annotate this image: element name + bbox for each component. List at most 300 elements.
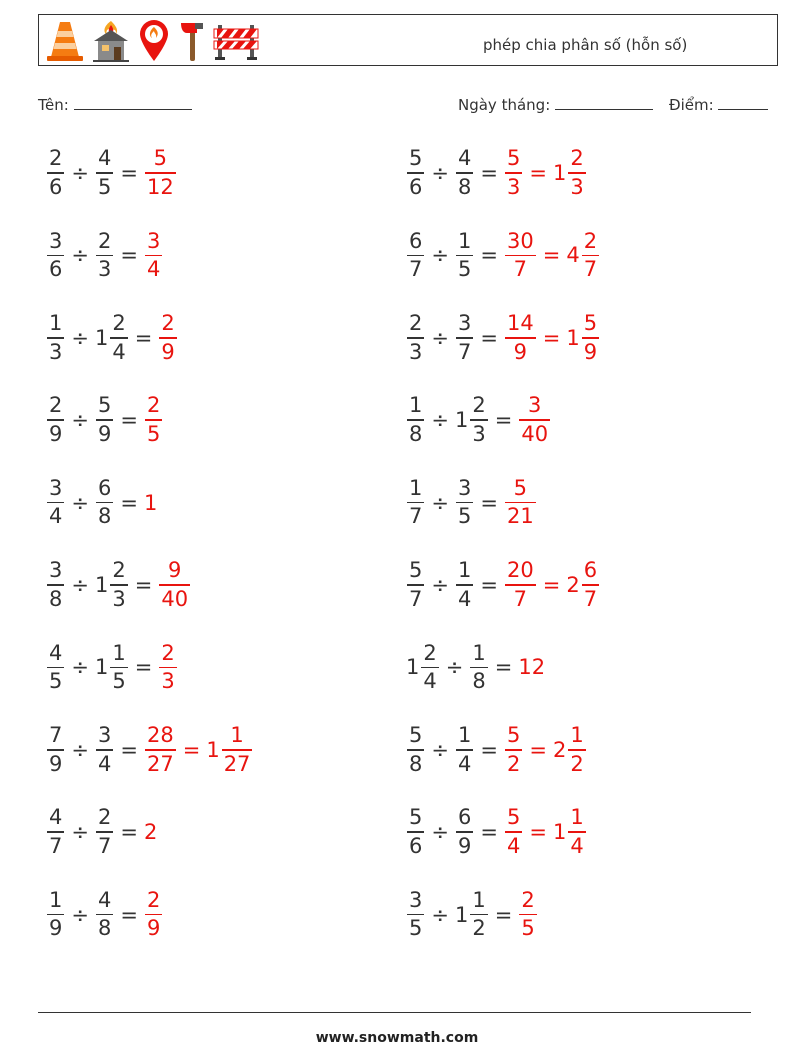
answer	[158, 640, 177, 694]
operand-b-denominator: 8	[472, 669, 486, 694]
operand-a-whole: 1	[406, 655, 420, 680]
operand-a-numerator: 5	[409, 146, 423, 171]
operand-a-denominator: 6	[409, 833, 423, 858]
operand-a-denominator: 8	[409, 421, 423, 446]
date-blank[interactable]	[555, 95, 653, 110]
answer-fraction	[519, 395, 550, 445]
answer-equals-sign: =	[542, 243, 561, 268]
operand-b-numerator: 1	[457, 228, 472, 253]
operand-b-denominator: 4	[97, 751, 112, 776]
operand-b-numerator: 1	[457, 723, 472, 747]
answer-denominator: 40	[161, 586, 189, 611]
name-blank[interactable]	[74, 95, 192, 110]
answer-numerator: 2	[161, 311, 175, 335]
answer-fraction	[505, 725, 522, 775]
answer-mixed-numerator: 1	[230, 723, 244, 747]
answer-mixed-denominator: 2	[570, 751, 584, 776]
equals-sign: =	[120, 161, 138, 185]
operand-a-denominator: 5	[49, 669, 63, 694]
operand-a-fraction	[47, 807, 64, 857]
answer-denominator: 9	[513, 339, 528, 364]
problem-item	[406, 390, 551, 450]
operand-a-numerator: 2	[423, 640, 437, 665]
operand-a-denominator: 4	[423, 669, 437, 694]
operand-a-numerator: 5	[409, 805, 423, 830]
fire-axe-icon	[177, 19, 207, 63]
divide-sign: ÷	[71, 325, 89, 350]
answer-fraction	[145, 148, 176, 198]
answer-denominator: 21	[506, 504, 534, 529]
operand-b-fraction	[96, 148, 113, 198]
answer-numerator: 3	[528, 393, 542, 418]
answer-mixed-fraction	[582, 560, 599, 610]
answer-numerator: 5	[506, 146, 521, 171]
answer-fraction	[505, 148, 522, 198]
operand-a-fraction	[421, 640, 438, 694]
worksheet-title: phép chia phân số (hỗn số)	[483, 36, 688, 54]
answer-numerator: 5	[506, 723, 521, 747]
answer-numerator: 2	[146, 887, 161, 912]
divide-sign: ÷	[431, 408, 449, 433]
divide-sign: ÷	[431, 161, 449, 185]
divide-sign: ÷	[431, 243, 449, 268]
operand-b-denominator: 4	[112, 339, 126, 364]
problem-item	[46, 720, 253, 780]
answer-denominator: 5	[521, 916, 535, 941]
operand-a-fraction	[47, 560, 64, 610]
operand-b-fraction	[456, 313, 473, 363]
divide-sign: ÷	[431, 325, 449, 350]
operand-b-numerator: 2	[472, 393, 486, 418]
answer	[158, 560, 191, 610]
answer-numerator: 9	[168, 558, 182, 583]
operand-a-denominator: 3	[49, 339, 63, 364]
operand-b-numerator: 5	[97, 393, 112, 418]
equals-sign: =	[494, 655, 513, 680]
problem-item	[406, 885, 538, 945]
operand-b-fraction	[456, 807, 473, 857]
answer-denominator: 2	[506, 751, 521, 776]
operand-b-fraction	[456, 228, 473, 282]
answer-denominator: 27	[146, 751, 174, 776]
answer-fraction	[145, 228, 162, 282]
answer	[518, 395, 551, 445]
answer-equals-sign: =	[529, 820, 547, 845]
equals-sign: =	[120, 737, 138, 762]
divide-sign: ÷	[431, 490, 449, 515]
answer	[504, 475, 537, 529]
house-fire-icon	[91, 19, 131, 63]
answer-denominator: 4	[506, 833, 521, 858]
operand-b-numerator: 1	[472, 887, 486, 912]
problem-item	[46, 473, 158, 533]
operand-a-fraction	[47, 475, 64, 529]
operand-b-denominator: 7	[97, 833, 112, 858]
answer-whole: 1	[143, 490, 158, 515]
answer-numerator: 5	[506, 805, 521, 830]
operand-a-numerator: 3	[49, 228, 63, 253]
answer-mixed-denominator: 27	[223, 751, 251, 776]
operand-b-fraction	[110, 640, 127, 694]
operand-a-fraction	[407, 807, 424, 857]
answer-fraction	[505, 475, 536, 529]
answer-mixed-denominator: 7	[583, 257, 598, 282]
answer-fraction	[159, 560, 190, 610]
answer-denominator: 4	[146, 257, 161, 282]
operand-a-numerator: 1	[409, 393, 423, 418]
operand-a-denominator: 5	[409, 916, 423, 941]
problem-item	[46, 637, 178, 697]
operand-b-fraction	[96, 807, 113, 857]
answer	[504, 725, 587, 775]
operand-a-numerator: 2	[49, 393, 63, 418]
answer	[144, 887, 163, 941]
operand-a-fraction	[47, 725, 64, 775]
operand-b-numerator: 6	[97, 475, 112, 500]
equals-sign: =	[480, 490, 498, 515]
operand-a-numerator: 3	[49, 475, 63, 500]
operand-b-numerator: 1	[457, 558, 472, 583]
answer-numerator: 2	[146, 393, 161, 418]
operand-a-numerator: 5	[409, 558, 423, 583]
operand-a-fraction	[407, 475, 424, 529]
operand-b-numerator: 3	[457, 475, 472, 500]
footer-divider	[38, 1012, 751, 1013]
operand-a-fraction	[407, 887, 424, 941]
operand-b-denominator: 5	[97, 174, 112, 199]
operand-b-numerator: 2	[112, 558, 126, 583]
answer-denominator: 12	[146, 174, 174, 199]
answer	[144, 148, 177, 198]
fire-location-pin-icon	[137, 19, 171, 63]
divide-sign: ÷	[71, 408, 89, 433]
answer	[504, 313, 600, 363]
operand-b-whole: 1	[94, 655, 109, 680]
answer-fraction	[145, 725, 176, 775]
operand-b-numerator: 1	[472, 640, 486, 665]
answer	[518, 887, 537, 941]
problem-item	[46, 143, 177, 203]
operand-b-denominator: 2	[472, 916, 486, 941]
operand-a-denominator: 9	[49, 916, 63, 941]
operand-a-numerator: 7	[49, 723, 63, 747]
answer-whole: 2	[143, 820, 158, 845]
operand-b-fraction	[110, 560, 127, 610]
problem-item	[406, 308, 600, 368]
answer-numerator: 30	[506, 228, 534, 253]
answer	[144, 725, 253, 775]
operand-b-denominator: 5	[112, 669, 126, 694]
divide-sign: ÷	[71, 573, 89, 597]
operand-b-fraction	[96, 887, 113, 941]
operand-a-fraction	[407, 148, 424, 198]
divide-sign: ÷	[71, 737, 89, 762]
answer-numerator: 5	[513, 475, 528, 500]
problem-item	[406, 225, 600, 285]
problem-item	[46, 885, 163, 945]
divide-sign: ÷	[71, 243, 89, 268]
answer-fraction	[519, 887, 536, 941]
problem-item	[46, 308, 178, 368]
answer-mixed-numerator: 1	[570, 805, 584, 830]
operand-b-fraction	[456, 475, 473, 529]
operand-a-denominator: 6	[49, 257, 63, 282]
score-blank[interactable]	[718, 95, 768, 110]
operand-b-fraction	[456, 725, 473, 775]
answer-fraction	[159, 640, 176, 694]
answer	[144, 820, 158, 844]
operand-a-denominator: 8	[49, 586, 63, 611]
equals-sign: =	[120, 243, 138, 268]
answer	[504, 228, 600, 282]
answer-denominator: 40	[521, 421, 549, 446]
problem-item	[406, 637, 546, 697]
operand-a-numerator: 1	[49, 311, 63, 335]
answer-mixed-numerator: 2	[583, 228, 598, 253]
operand-b-denominator: 8	[97, 504, 112, 529]
answer-mixed-whole: 1	[552, 161, 567, 185]
answer	[504, 148, 587, 198]
answer-denominator: 9	[161, 339, 175, 364]
traffic-cone-icon	[45, 19, 85, 63]
operand-a-fraction	[47, 148, 64, 198]
equals-sign: =	[494, 902, 513, 927]
operand-b-denominator: 5	[457, 257, 472, 282]
answer-denominator: 7	[513, 257, 528, 282]
answer-mixed-fraction	[582, 313, 599, 363]
operand-b-numerator: 4	[97, 146, 112, 171]
operand-b-fraction	[470, 395, 487, 445]
answer-numerator: 5	[153, 146, 168, 171]
operand-a-fraction	[407, 313, 424, 363]
operand-a-numerator: 4	[49, 640, 63, 665]
operand-b-denominator: 9	[457, 833, 472, 858]
name-label: Tên:	[38, 96, 69, 114]
operand-a-numerator: 1	[409, 475, 423, 500]
answer-mixed-fraction	[568, 807, 585, 857]
operand-a-denominator: 7	[409, 586, 423, 611]
answer-denominator: 3	[161, 669, 175, 694]
operand-a-numerator: 2	[49, 146, 63, 171]
problem-item	[406, 555, 600, 615]
operand-b-numerator: 4	[457, 146, 472, 171]
answer-fraction	[145, 887, 162, 941]
operand-a-numerator: 2	[409, 311, 423, 335]
operand-b-numerator: 2	[97, 228, 112, 253]
equals-sign: =	[480, 161, 498, 185]
operand-a-numerator: 5	[409, 723, 423, 747]
answer-equals-sign: =	[529, 161, 547, 185]
answer-mixed-whole: 4	[566, 243, 580, 268]
operand-b-denominator: 4	[457, 586, 472, 611]
footer-url: www.snowmath.com	[315, 1030, 479, 1046]
equals-sign: =	[120, 408, 138, 433]
operand-b-fraction	[96, 725, 113, 775]
header-icons	[45, 19, 259, 63]
answer	[144, 491, 158, 515]
answer-fraction	[505, 807, 522, 857]
answer-denominator: 9	[146, 916, 161, 941]
operand-a-fraction	[407, 228, 424, 282]
equals-sign: =	[480, 243, 498, 268]
operand-a-denominator: 9	[49, 421, 63, 446]
divide-sign: ÷	[431, 737, 449, 762]
operand-b-fraction	[470, 887, 487, 941]
operand-a-fraction	[47, 313, 64, 363]
problem-item	[406, 720, 587, 780]
divide-sign: ÷	[445, 655, 464, 680]
answer-mixed-whole: 2	[552, 737, 567, 762]
answer	[144, 228, 163, 282]
answer-mixed-denominator: 4	[570, 833, 584, 858]
operand-b-fraction	[456, 560, 473, 610]
operand-a-denominator: 7	[49, 833, 63, 858]
answer-mixed-fraction	[222, 725, 253, 775]
problem-item	[406, 473, 537, 533]
operand-b-denominator: 3	[472, 421, 486, 446]
divide-sign: ÷	[71, 902, 89, 927]
operand-b-denominator: 5	[457, 504, 472, 529]
equals-sign: =	[120, 490, 138, 515]
answer	[158, 313, 177, 363]
equals-sign: =	[134, 325, 153, 350]
answer-denominator: 5	[146, 421, 161, 446]
operand-a-fraction	[407, 725, 424, 775]
date-field	[458, 95, 653, 114]
divide-sign: ÷	[431, 902, 449, 927]
answer-numerator: 28	[146, 723, 174, 747]
operand-b-denominator: 9	[97, 421, 112, 446]
answer-mixed-numerator: 5	[583, 311, 598, 335]
equals-sign: =	[480, 325, 498, 350]
road-barrier-icon	[213, 19, 259, 63]
answer-denominator: 3	[506, 174, 521, 199]
operand-a-fraction	[47, 395, 64, 445]
answer	[144, 395, 163, 445]
answer-mixed-whole: 1	[566, 325, 580, 350]
answer	[504, 560, 600, 610]
answer-numerator: 2	[161, 640, 175, 665]
operand-a-numerator: 3	[49, 558, 63, 583]
equals-sign: =	[120, 820, 138, 845]
operand-a-numerator: 3	[409, 887, 423, 912]
answer-whole: 12	[518, 655, 546, 680]
operand-b-whole: 1	[454, 408, 469, 433]
answer-fraction	[159, 313, 176, 363]
operand-a-fraction	[407, 395, 424, 445]
problem-item	[46, 555, 191, 615]
answer-fraction	[145, 395, 162, 445]
score-label: Điểm:	[669, 96, 714, 114]
operand-a-denominator: 7	[409, 504, 423, 529]
answer-equals-sign: =	[542, 325, 561, 350]
name-field	[38, 95, 192, 114]
operand-a-denominator: 4	[49, 504, 63, 529]
operand-a-fraction	[47, 640, 64, 694]
operand-b-fraction	[110, 313, 127, 363]
worksheet-header	[38, 14, 778, 66]
operand-b-numerator: 3	[97, 723, 112, 747]
operand-b-whole: 1	[94, 325, 109, 350]
divide-sign: ÷	[71, 655, 89, 680]
answer-equals-sign: =	[182, 737, 201, 762]
operand-a-numerator: 6	[409, 228, 423, 253]
operand-a-denominator: 3	[409, 339, 423, 364]
answer-mixed-denominator: 7	[583, 586, 598, 611]
divide-sign: ÷	[71, 161, 89, 185]
operand-b-numerator: 1	[112, 640, 126, 665]
answer-numerator: 20	[506, 558, 534, 583]
equals-sign: =	[134, 573, 153, 597]
operand-b-numerator: 6	[457, 805, 472, 830]
operand-b-fraction	[470, 640, 487, 694]
answer-equals-sign: =	[529, 737, 547, 762]
operand-b-fraction	[96, 228, 113, 282]
divide-sign: ÷	[71, 820, 89, 845]
answer	[518, 655, 546, 679]
operand-a-denominator: 9	[49, 751, 63, 776]
answer-mixed-fraction	[568, 148, 585, 198]
equals-sign: =	[480, 820, 498, 845]
operand-b-whole: 1	[94, 573, 109, 597]
score-field	[669, 95, 768, 114]
operand-b-denominator: 7	[457, 339, 472, 364]
divide-sign: ÷	[71, 490, 89, 515]
answer-equals-sign: =	[542, 573, 561, 597]
answer-mixed-fraction	[582, 228, 599, 282]
answer-mixed-whole: 1	[206, 737, 220, 762]
answer-numerator: 2	[521, 887, 535, 912]
operand-b-numerator: 2	[112, 311, 126, 335]
operand-a-denominator: 6	[49, 174, 63, 199]
divide-sign: ÷	[431, 573, 449, 597]
date-label: Ngày tháng:	[458, 96, 551, 114]
operand-b-whole: 1	[454, 902, 469, 927]
problem-item	[406, 802, 587, 862]
problem-item	[46, 225, 163, 285]
operand-b-numerator: 2	[97, 805, 112, 830]
answer-numerator: 14	[506, 311, 534, 335]
answer-mixed-whole: 2	[566, 573, 580, 597]
operand-a-denominator: 6	[409, 174, 423, 199]
equals-sign: =	[480, 737, 498, 762]
answer-mixed-denominator: 9	[583, 339, 598, 364]
operand-b-numerator: 4	[97, 887, 112, 912]
answer-fraction	[505, 228, 536, 282]
answer-mixed-fraction	[568, 725, 585, 775]
problem-item	[46, 802, 158, 862]
operand-a-numerator: 4	[49, 805, 63, 830]
operand-b-fraction	[456, 148, 473, 198]
answer-mixed-numerator: 2	[570, 146, 584, 171]
operand-b-numerator: 3	[457, 311, 472, 335]
answer-numerator: 3	[146, 228, 161, 253]
operand-b-fraction	[96, 475, 113, 529]
operand-a-denominator: 7	[409, 257, 423, 282]
operand-b-fraction	[96, 395, 113, 445]
answer-denominator: 7	[513, 586, 528, 611]
answer-mixed-numerator: 1	[570, 723, 584, 747]
operand-b-denominator: 4	[457, 751, 472, 776]
answer-mixed-whole: 1	[552, 820, 567, 845]
equals-sign: =	[480, 573, 498, 597]
equals-sign: =	[120, 902, 138, 927]
operand-a-denominator: 8	[409, 751, 423, 776]
equals-sign: =	[134, 655, 153, 680]
divide-sign: ÷	[431, 820, 449, 845]
equals-sign: =	[494, 408, 513, 433]
operand-b-denominator: 3	[97, 257, 112, 282]
